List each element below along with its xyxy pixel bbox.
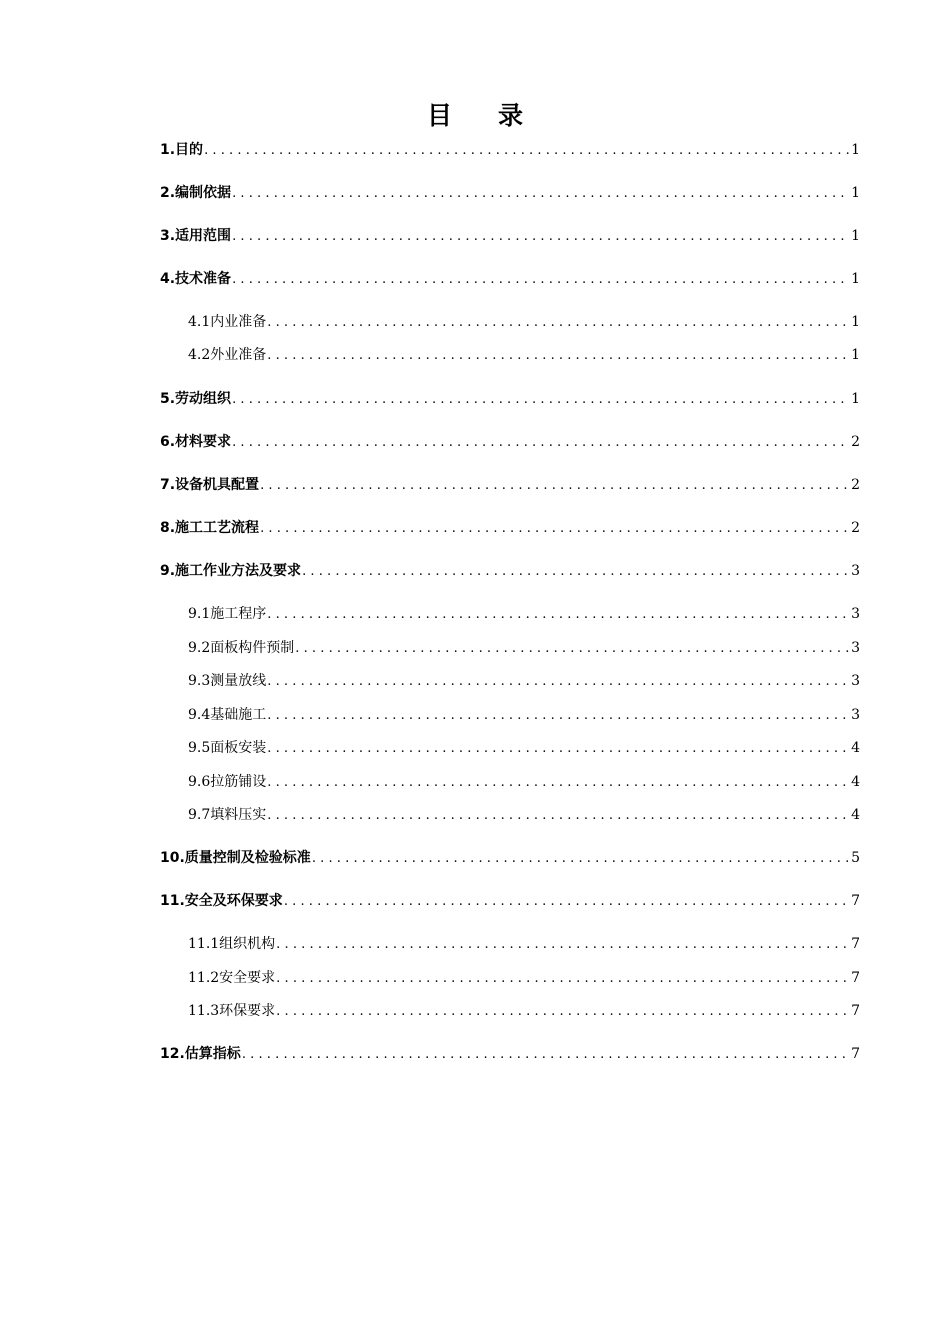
toc-page-number: 3 [851,640,860,656]
toc-entry[interactable] [160,389,860,409]
toc-entry-label: 3.适用范围 [160,228,232,244]
toc-entry[interactable] [160,475,860,495]
toc-page-number: 5 [851,850,860,866]
toc-entry[interactable] [188,968,860,988]
toc-page-number: 1 [851,142,860,158]
toc-dot-leader [232,390,849,410]
toc-dot-leader [267,672,849,692]
toc-entry[interactable] [188,934,860,954]
toc-dot-leader [284,892,849,912]
toc-dot-leader [242,1045,849,1065]
toc-title-container [0,98,950,134]
toc-page-number: 2 [851,520,860,536]
toc-entry[interactable] [188,604,860,624]
toc-page-number: 3 [851,707,860,723]
toc-page-number: 1 [851,314,860,330]
toc-page-number: 1 [851,228,860,244]
toc-page-number: 7 [851,1003,860,1019]
toc-dot-leader [232,227,849,247]
toc-entry-label: 9.施工作业方法及要求 [160,563,302,579]
toc-dot-leader [267,313,849,333]
toc-entry[interactable] [160,561,860,581]
toc-page-number: 3 [851,563,860,579]
toc-dot-leader [267,739,849,759]
toc-entry-label: 10.质量控制及检验标准 [160,850,311,866]
toc-entry-label: 11.1组织机构 [188,936,276,952]
toc-entry[interactable] [188,805,860,825]
toc-entry[interactable] [188,312,860,332]
toc-entry-label: 12.估算指标 [160,1046,241,1062]
toc-entry-label: 4.技术准备 [160,271,232,287]
toc-entry-label: 1.目的 [160,142,204,158]
toc-entry-label: 6.材料要求 [160,434,232,450]
toc-dot-leader [276,935,849,955]
toc-entry[interactable] [160,1044,860,1064]
toc-entry[interactable] [160,848,860,868]
toc-page-number: 7 [851,936,860,952]
toc-entry-label: 9.6拉筋铺设 [188,774,267,790]
toc-entry[interactable] [160,140,860,160]
toc-entry[interactable] [188,671,860,691]
toc-dot-leader [276,969,849,989]
toc-entry[interactable] [160,183,860,203]
toc-dot-leader [312,849,849,869]
toc-page-number: 2 [851,434,860,450]
toc-dot-leader [260,519,849,539]
toc-entry-label: 8.施工工艺流程 [160,520,260,536]
toc-dot-leader [267,806,849,826]
toc-title: 目录 [426,101,569,130]
toc-dot-leader [302,562,849,582]
toc-entry[interactable] [188,738,860,758]
toc-entry-label: 7.设备机具配置 [160,477,260,493]
toc-page-number: 3 [851,606,860,622]
toc-entry-label: 9.2面板构件预制 [188,640,295,656]
toc-entry-label: 11.3环保要求 [188,1003,276,1019]
toc-dot-leader [267,706,849,726]
toc-dot-leader [267,346,849,366]
toc-entry-label: 5.劳动组织 [160,391,232,407]
toc-page-number: 1 [851,347,860,363]
toc-dot-leader [260,476,849,496]
toc-entry-label: 11.2安全要求 [188,970,276,986]
toc-page-number: 7 [851,1046,860,1062]
toc-entry-label: 4.1内业准备 [188,314,267,330]
toc-dot-leader [295,639,849,659]
toc-entry[interactable] [188,772,860,792]
toc-page-number: 2 [851,477,860,493]
toc-page-number: 1 [851,185,860,201]
toc-page-number: 1 [851,271,860,287]
toc-page-number: 3 [851,673,860,689]
toc-dot-leader [232,184,849,204]
toc-dot-leader [276,1002,849,1022]
toc-dot-leader [267,605,849,625]
toc-entry[interactable] [160,518,860,538]
toc-entry-label: 9.5面板安装 [188,740,267,756]
toc-dot-leader [232,270,849,290]
toc-dot-leader [232,433,849,453]
toc-entry[interactable] [160,432,860,452]
toc-page-number: 4 [851,807,860,823]
toc-entry-label: 9.3测量放线 [188,673,267,689]
toc-dot-leader [267,773,849,793]
toc-dot-leader [204,141,849,161]
toc-entry[interactable] [188,638,860,658]
toc-entry-label: 9.7填料压实 [188,807,267,823]
toc-entry[interactable] [160,226,860,246]
toc-entry[interactable] [160,891,860,911]
toc-page-number: 7 [851,893,860,909]
toc-page-number: 1 [851,391,860,407]
toc-entry[interactable] [160,269,860,289]
toc-page-number: 4 [851,774,860,790]
toc-entry-label: 9.4基础施工 [188,707,267,723]
toc-entry[interactable] [188,345,860,365]
toc-entry-label: 2.编制依据 [160,185,232,201]
toc-entry-label: 9.1施工程序 [188,606,267,622]
toc-page-number: 7 [851,970,860,986]
toc-page-number: 4 [851,740,860,756]
toc-entry[interactable] [188,1001,860,1021]
toc-entry-label: 4.2外业准备 [188,347,267,363]
toc-entry[interactable] [188,705,860,725]
toc-entry-label: 11.安全及环保要求 [160,893,283,909]
